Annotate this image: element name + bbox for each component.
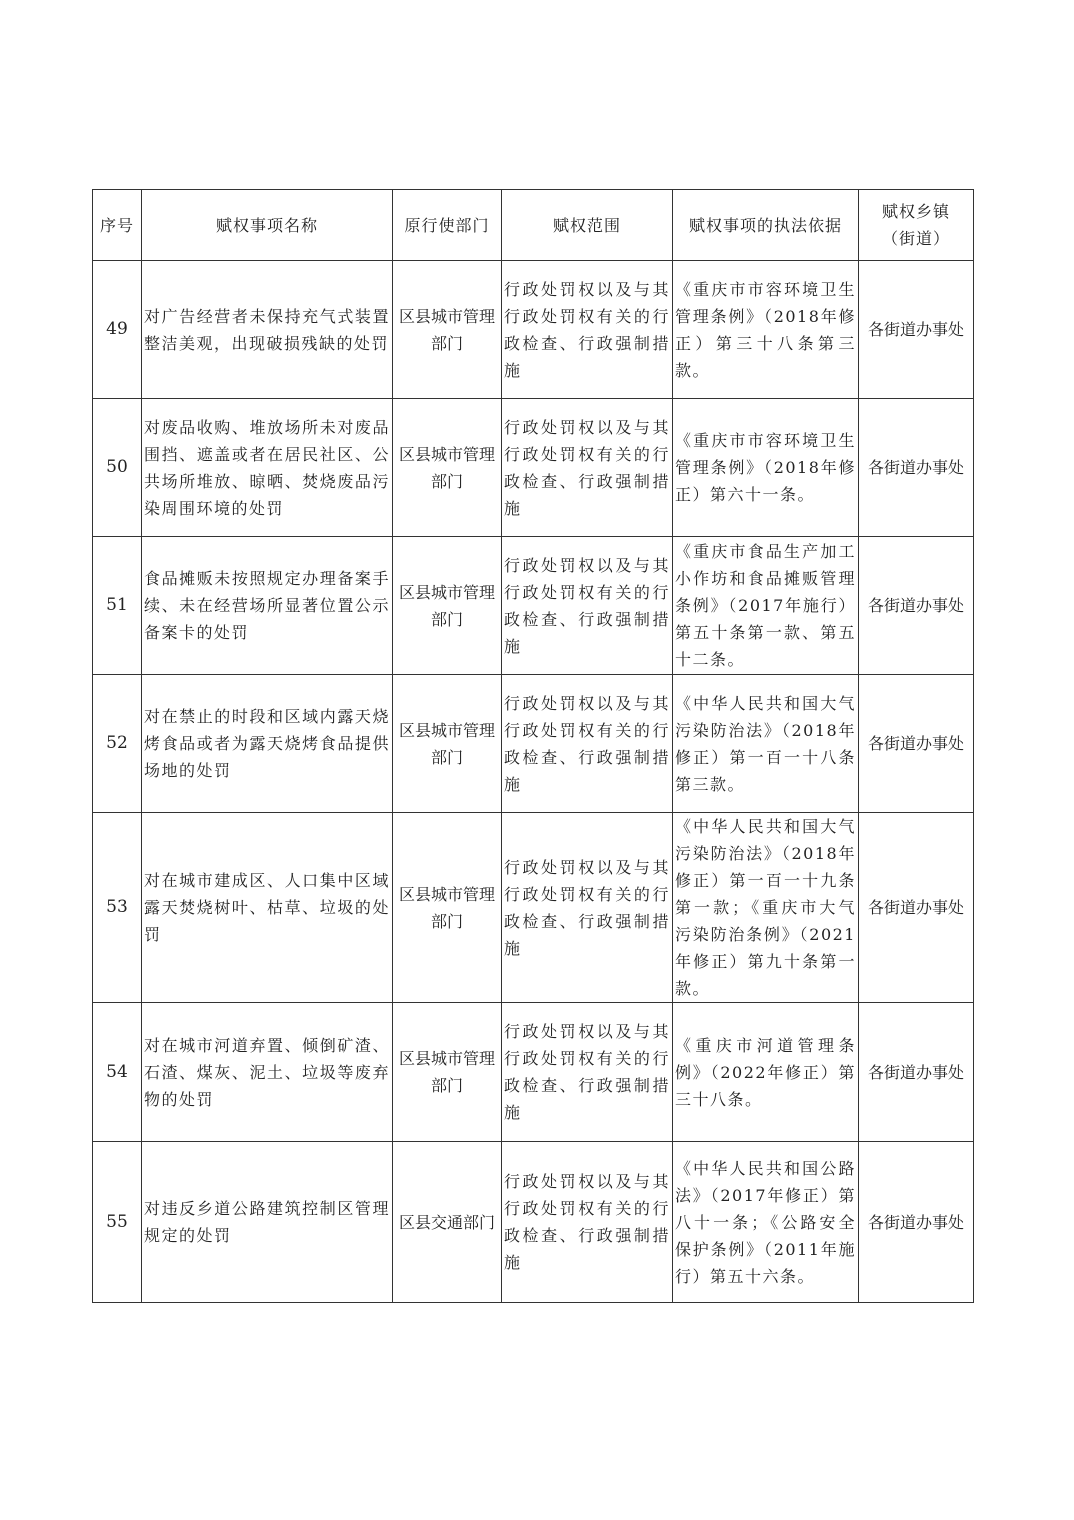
cell-basis: 《中华人民共和国公路法》（2017年修正）第八十一条；《公路安全保护条例》（2011年施行）第五十六条。 (673, 1142, 859, 1303)
table-row (93, 261, 974, 399)
cell-basis: 《中华人民共和国大气污染防治法》（2018年修正）第一百一十八条第三款。 (673, 675, 859, 813)
table-row (93, 1142, 974, 1303)
cell-seq: 51 (93, 537, 142, 675)
cell-dept: 区县城市管理部门 (393, 813, 502, 1003)
cell-dept: 区县城市管理部门 (393, 675, 502, 813)
cell-scope: 行政处罚权以及与其行政处罚权有关的行政检查、行政强制措施 (502, 537, 673, 675)
cell-town: 各街道办事处 (859, 1003, 974, 1142)
cell-scope: 行政处罚权以及与其行政处罚权有关的行政检查、行政强制措施 (502, 675, 673, 813)
header-basis: 赋权事项的执法依据 (673, 190, 859, 261)
header-name: 赋权事项名称 (142, 190, 393, 261)
header-dept: 原行使部门 (393, 190, 502, 261)
cell-name: 对在禁止的时段和区域内露天烧烤食品或者为露天烧烤食品提供场地的处罚 (142, 675, 393, 813)
header-town-line2: （街道） (881, 229, 950, 248)
cell-scope: 行政处罚权以及与其行政处罚权有关的行政检查、行政强制措施 (502, 1003, 673, 1142)
cell-name: 对在城市建成区、人口集中区域露天焚烧树叶、枯草、垃圾的处罚 (142, 813, 393, 1003)
cell-town: 各街道办事处 (859, 261, 974, 399)
cell-town: 各街道办事处 (859, 813, 974, 1003)
cell-dept: 区县城市管理部门 (393, 1003, 502, 1142)
header-town-line1: 赋权乡镇 (881, 202, 950, 221)
cell-dept: 区县交通部门 (393, 1142, 502, 1303)
cell-seq: 52 (93, 675, 142, 813)
cell-basis: 《重庆市市容环境卫生管理条例》（2018年修正）第六十一条。 (673, 399, 859, 537)
cell-basis: 《中华人民共和国大气污染防治法》（2018年修正）第一百一十九条第一款；《重庆市大气污染防治条例》（2021年修正）第九十条第一款。 (673, 813, 859, 1003)
cell-name: 食品摊贩未按照规定办理备案手续、未在经营场所显著位置公示备案卡的处罚 (142, 537, 393, 675)
cell-name: 对废品收购、堆放场所未对废品围挡、遮盖或者在居民社区、公共场所堆放、晾晒、焚烧废品污染周围环境的处罚 (142, 399, 393, 537)
cell-seq: 50 (93, 399, 142, 537)
cell-town: 各街道办事处 (859, 399, 974, 537)
table-row (93, 813, 974, 1003)
table-row (93, 1003, 974, 1142)
table-row (93, 675, 974, 813)
authorization-table (92, 189, 974, 1303)
cell-basis: 《重庆市市容环境卫生管理条例》（2018年修正）第三十八条第三款。 (673, 261, 859, 399)
header-town (859, 190, 974, 261)
cell-basis: 《重庆市食品生产加工小作坊和食品摊贩管理条例》（2017年施行）第五十条第一款、第五十二条。 (673, 537, 859, 675)
cell-seq: 54 (93, 1003, 142, 1142)
cell-dept: 区县城市管理部门 (393, 399, 502, 537)
cell-town: 各街道办事处 (859, 537, 974, 675)
cell-scope: 行政处罚权以及与其行政处罚权有关的行政检查、行政强制措施 (502, 261, 673, 399)
cell-town: 各街道办事处 (859, 1142, 974, 1303)
cell-dept: 区县城市管理部门 (393, 537, 502, 675)
cell-seq: 55 (93, 1142, 142, 1303)
cell-seq: 53 (93, 813, 142, 1003)
cell-scope: 行政处罚权以及与其行政处罚权有关的行政检查、行政强制措施 (502, 1142, 673, 1303)
table-row (93, 537, 974, 675)
header-row (93, 190, 974, 261)
header-seq: 序号 (93, 190, 142, 261)
cell-name: 对广告经营者未保持充气式装置整洁美观，出现破损残缺的处罚 (142, 261, 393, 399)
cell-name: 对违反乡道公路建筑控制区管理规定的处罚 (142, 1142, 393, 1303)
cell-name: 对在城市河道弃置、倾倒矿渣、石渣、煤灰、泥土、垃圾等废弃物的处罚 (142, 1003, 393, 1142)
cell-scope: 行政处罚权以及与其行政处罚权有关的行政检查、行政强制措施 (502, 813, 673, 1003)
cell-seq: 49 (93, 261, 142, 399)
header-scope: 赋权范围 (502, 190, 673, 261)
cell-scope: 行政处罚权以及与其行政处罚权有关的行政检查、行政强制措施 (502, 399, 673, 537)
cell-town: 各街道办事处 (859, 675, 974, 813)
cell-dept: 区县城市管理部门 (393, 261, 502, 399)
cell-basis: 《重庆市河道管理条例》（2022年修正）第三十八条。 (673, 1003, 859, 1142)
table-row (93, 399, 974, 537)
